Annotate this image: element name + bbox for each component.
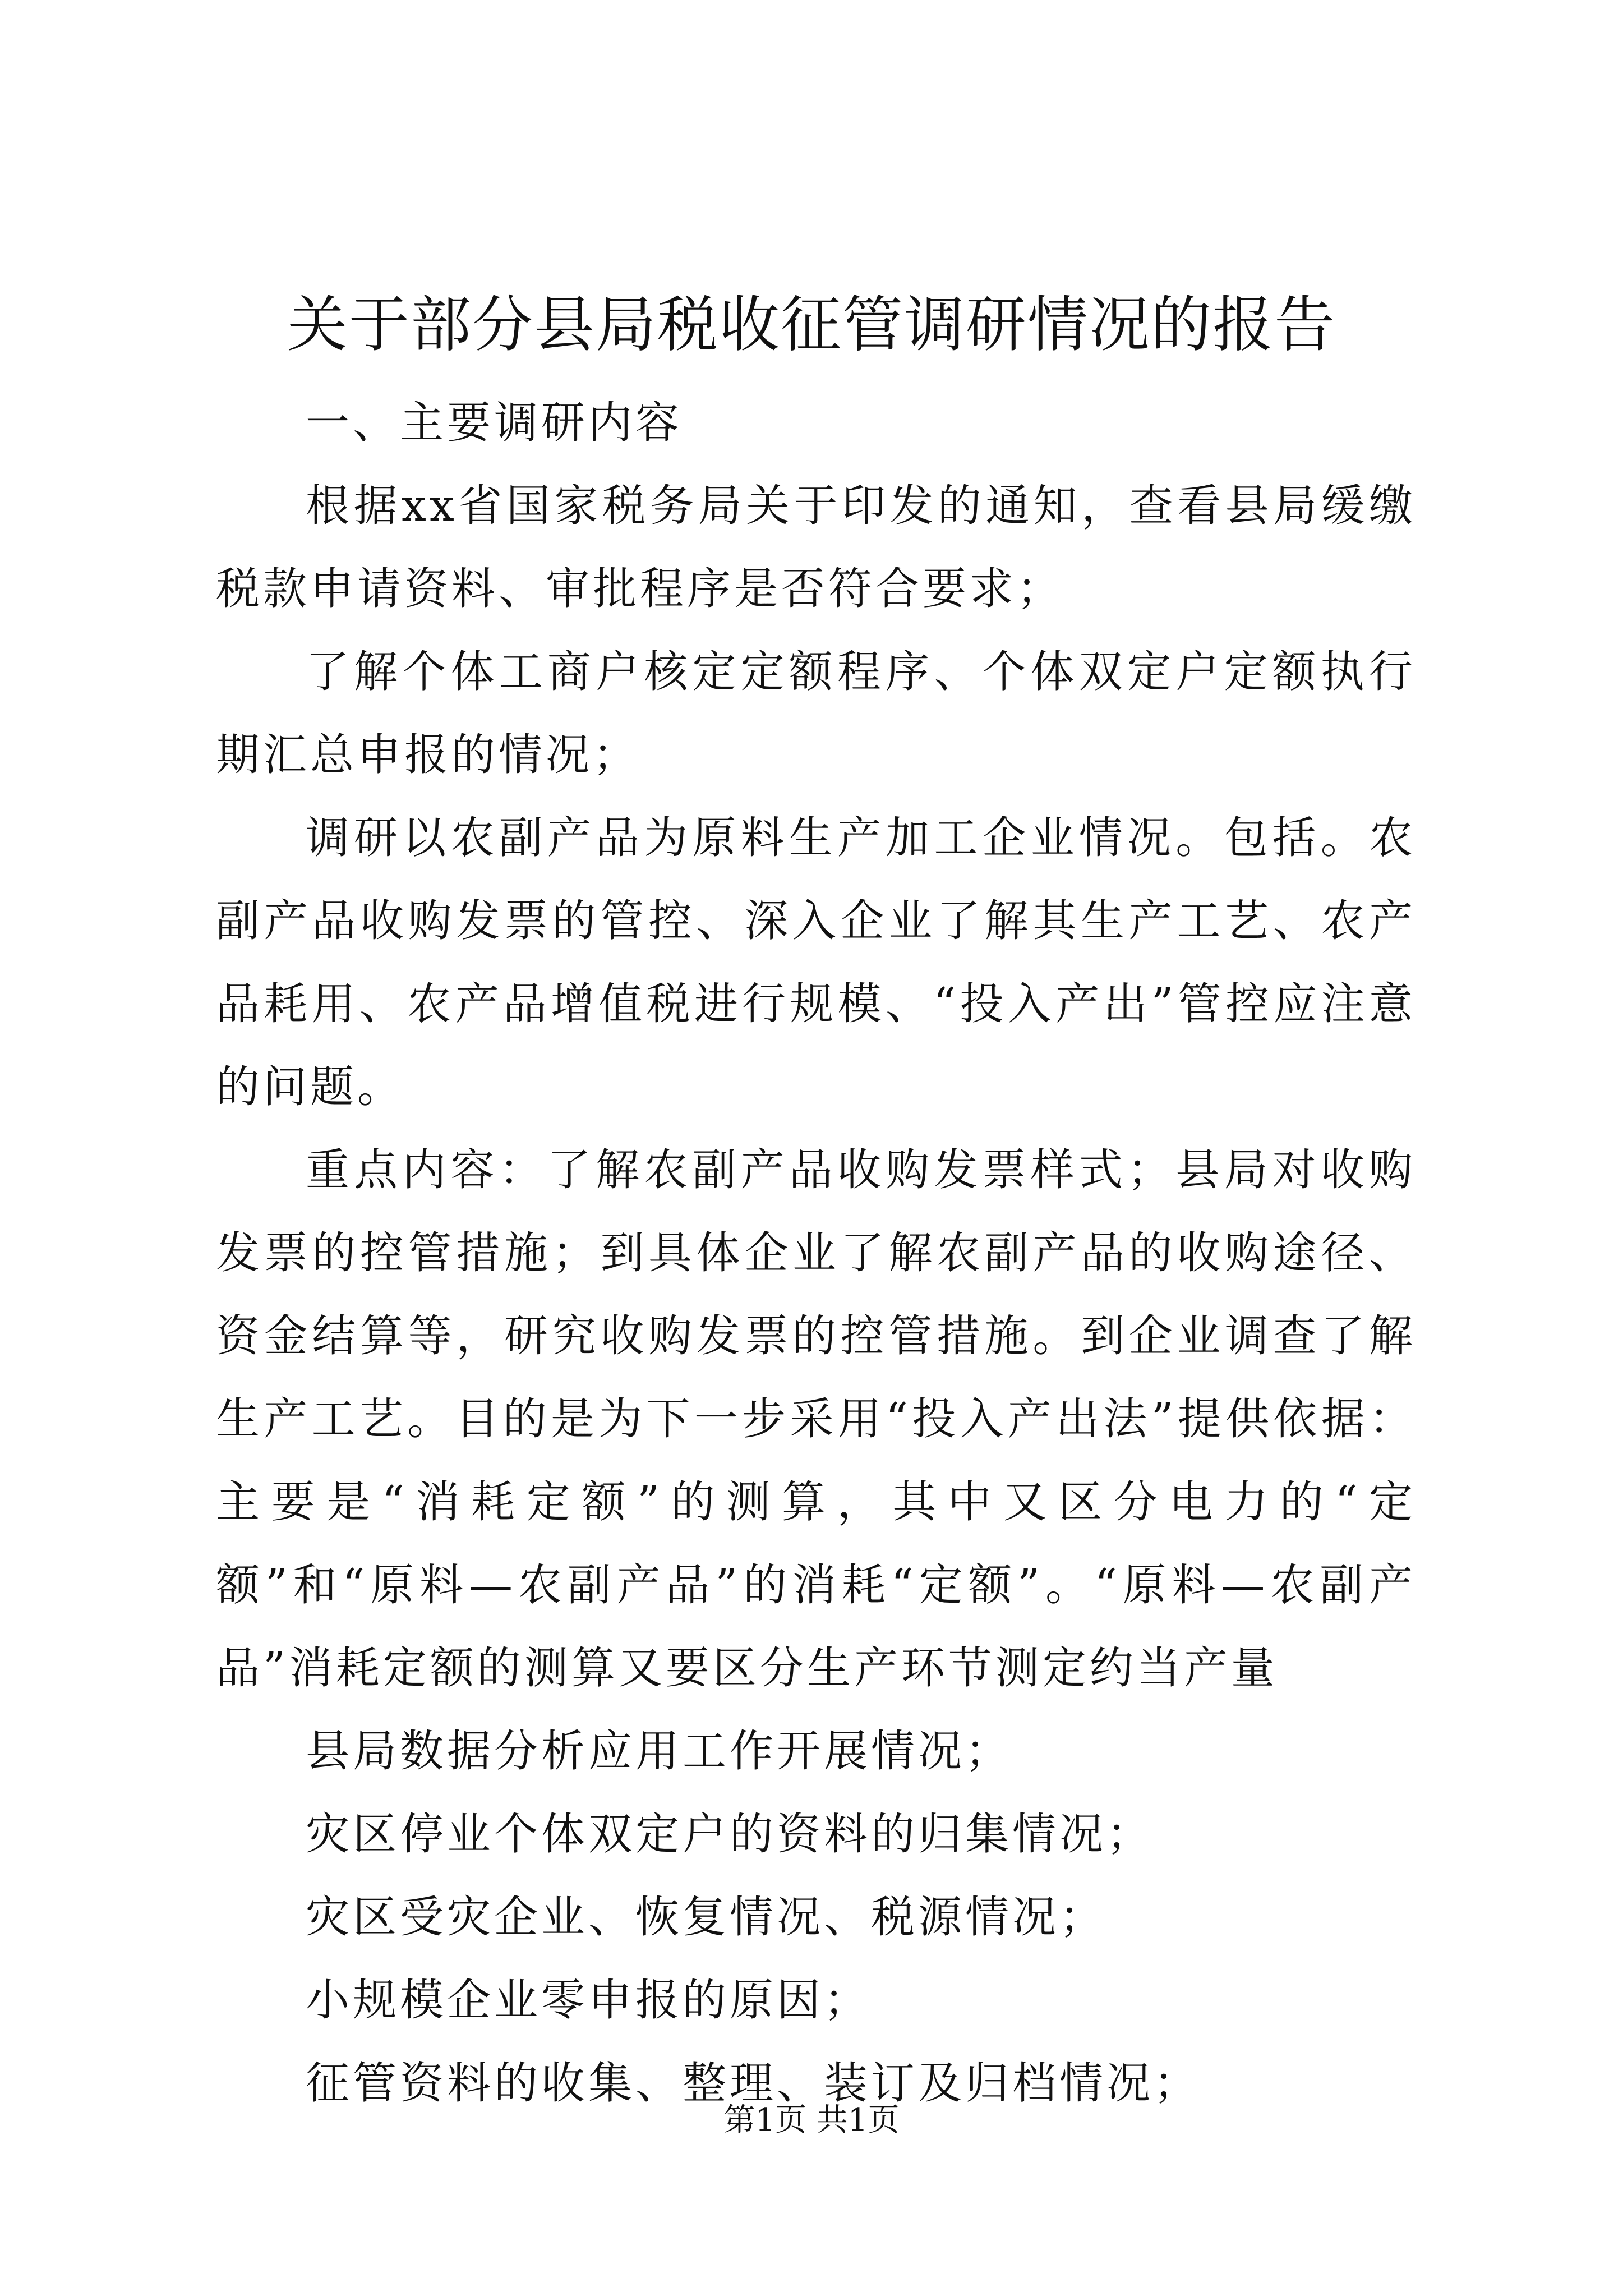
body-paragraph: 重点内容：了解农副产品收购发票样式；县局对收购发票的控管措施；到具体企业了解农副产品的收购途径、资金结算等，研究收购发票的控管措施。到企业调查了解生产工艺。目的是为下一步采用“投入产出法”提供依据：主要是“消耗定额”的测算，其中又区分电力的“定额”和“原料—农副产品”的消耗“定额”。“原料—农副产品”消耗定额的测算又要区分生产环节测定约当产量 [216,1145,1416,1694]
body-paragraph: 灾区受灾企业、恢复情况、税源情况； [306,1892,1107,1943]
body-paragraph: 根据xx省国家税务局关于印发的通知，查看县局缓缴税款申请资料、审批程序是否符合要求； [216,481,1416,614]
section-heading: 一、主要调研内容 [306,398,683,448]
page-footer: 第1页 共1页 [723,2102,900,2138]
body-paragraph: 调研以农副产品为原料生产加工企业情况。包括。农副产品收购发票的管控、深入企业了解其生产工艺、农产品耗用、农产品增值税进行规模、“投入产出”管控应注意的问题。 [216,813,1416,1112]
body-paragraph: 征管资料的收集、整理、装订及归档情况； [306,2058,1201,2109]
body-paragraph: 灾区停业个体双定户的资料的归集情况； [306,1809,1154,1860]
document-title: 关于部分县局税收征管调研情况的报告 [287,290,1336,360]
body-paragraph: 小规模企业零申报的原因； [306,1975,872,2026]
body-paragraph: 县局数据分析应用工作开展情况； [306,1726,1013,1777]
body-paragraph: 了解个体工商户核定定额程序、个体双定户定额执行期汇总申报的情况； [216,647,1416,780]
document-body [216,381,1416,2125]
